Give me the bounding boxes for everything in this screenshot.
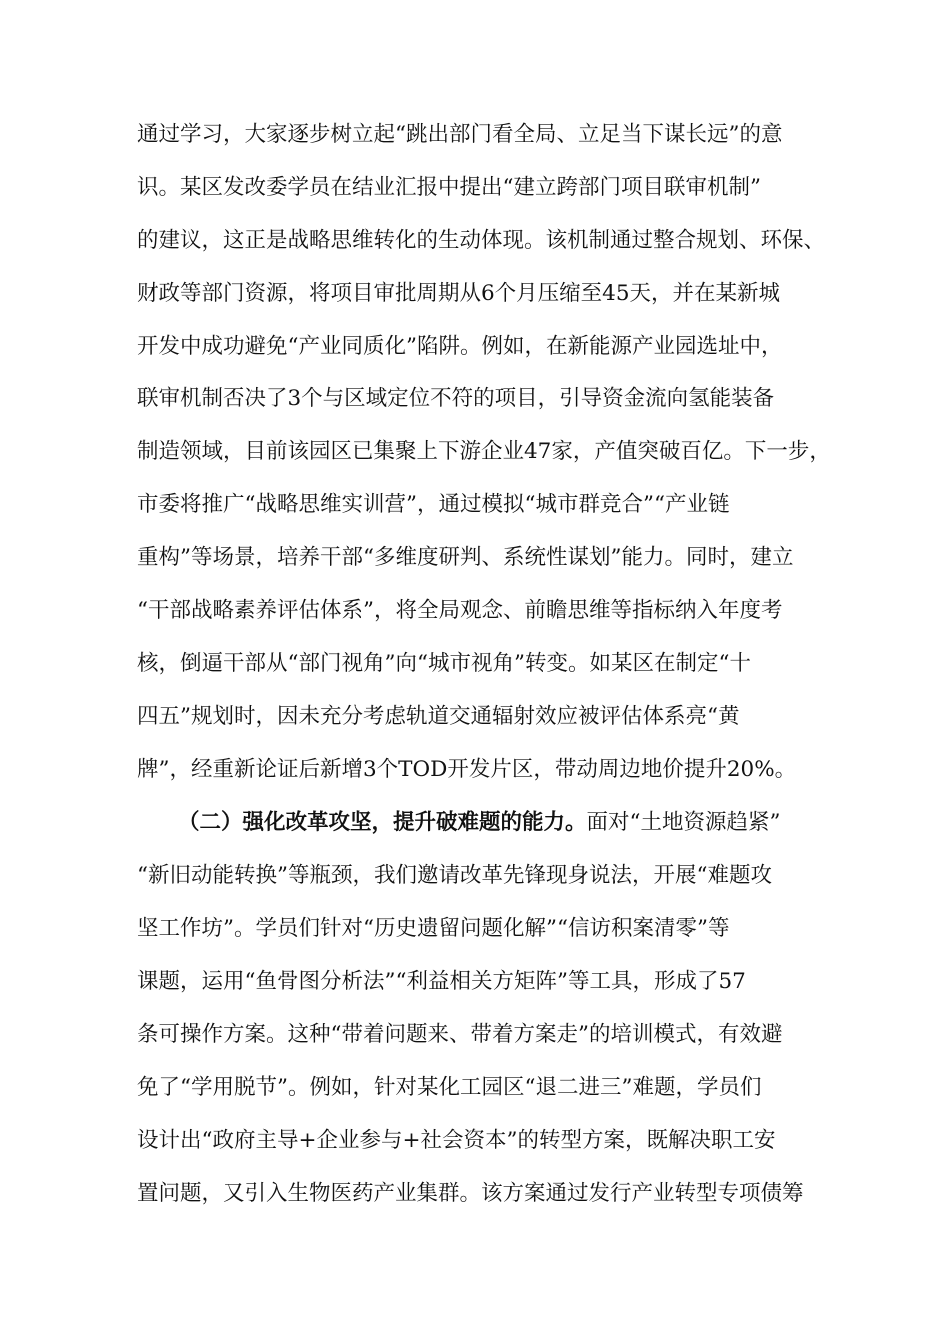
text-line: 四五”规划时，因未充分考虑轨道交通辐射效应被评估体系亮“黄 xyxy=(137,704,740,729)
text-line: 课题，运用“鱼骨图分析法”“利益相关方矩阵”等工具，形成了57 xyxy=(137,969,746,994)
text-line: 开发中成功避免“产业同质化”陷阱。例如，在新能源产业园选址中， xyxy=(137,334,783,359)
text-line: 设计出“政府主导+企业参与+社会资本”的转型方案，既解决职工安 xyxy=(137,1128,776,1153)
text-line: 通过学习，大家逐步树立起“跳出部门看全局、立足当下谋长远”的意 xyxy=(137,122,783,147)
text-line: 联审机制否决了3个与区域定位不符的项目，引导资金流向氢能装备 xyxy=(137,386,775,411)
text-line: 的建议，这正是战略思维转化的生动体现。该机制通过整合规划、环保、 xyxy=(137,228,826,253)
text-line: 重构”等场景，培养干部“多维度研判、系统性谋划”能力。同时，建立 xyxy=(137,545,794,570)
text-line: 市委将推广“战略思维实训营”，通过模拟“城市群竞合”“产业链 xyxy=(137,492,730,517)
section-heading: （二）强化改革攻坚，提升破难题的能力。 xyxy=(178,810,587,835)
text-line: 识。某区发改委学员在结业汇报中提出“建立跨部门项目联审机制” xyxy=(137,175,761,200)
text-line: 置问题，又引入生物医药产业集群。该方案通过发行产业转型专项债筹 xyxy=(137,1181,804,1206)
text-line: 免了“学用脱节”。例如，针对某化工园区“退二进三”难题，学员们 xyxy=(137,1075,762,1100)
text-line: 制造领域，目前该园区已集聚上下游企业47家，产值突破百亿。下一步， xyxy=(137,439,831,464)
section-heading-line xyxy=(178,803,828,843)
text-line: “新旧动能转换”等瓶颈，我们邀请改革先锋现身说法，开展“难题攻 xyxy=(137,863,772,888)
text-line: 核，倒逼干部从“部门视角”向“城市视角”转变。如某区在制定“十 xyxy=(137,651,751,676)
text-line: 财政等部门资源，将项目审批周期从6个月压缩至45天，并在某新城 xyxy=(137,281,781,306)
text-line: 坚工作坊”。学员们针对“历史遗留问题化解”“信访积案清零”等 xyxy=(137,916,730,941)
text-line: 条可操作方案。这种“带着问题来、带着方案走”的培训模式，有效避 xyxy=(137,1022,783,1047)
text-line: “干部战略素养评估体系”，将全局观念、前瞻思维等指标纳入年度考 xyxy=(137,598,783,623)
text-line: 牌”，经重新论证后新增3个TOD开发片区，带动周边地价提升20%。 xyxy=(137,757,797,782)
section-heading-continuation: 面对“土地资源趋紧” xyxy=(586,810,781,835)
